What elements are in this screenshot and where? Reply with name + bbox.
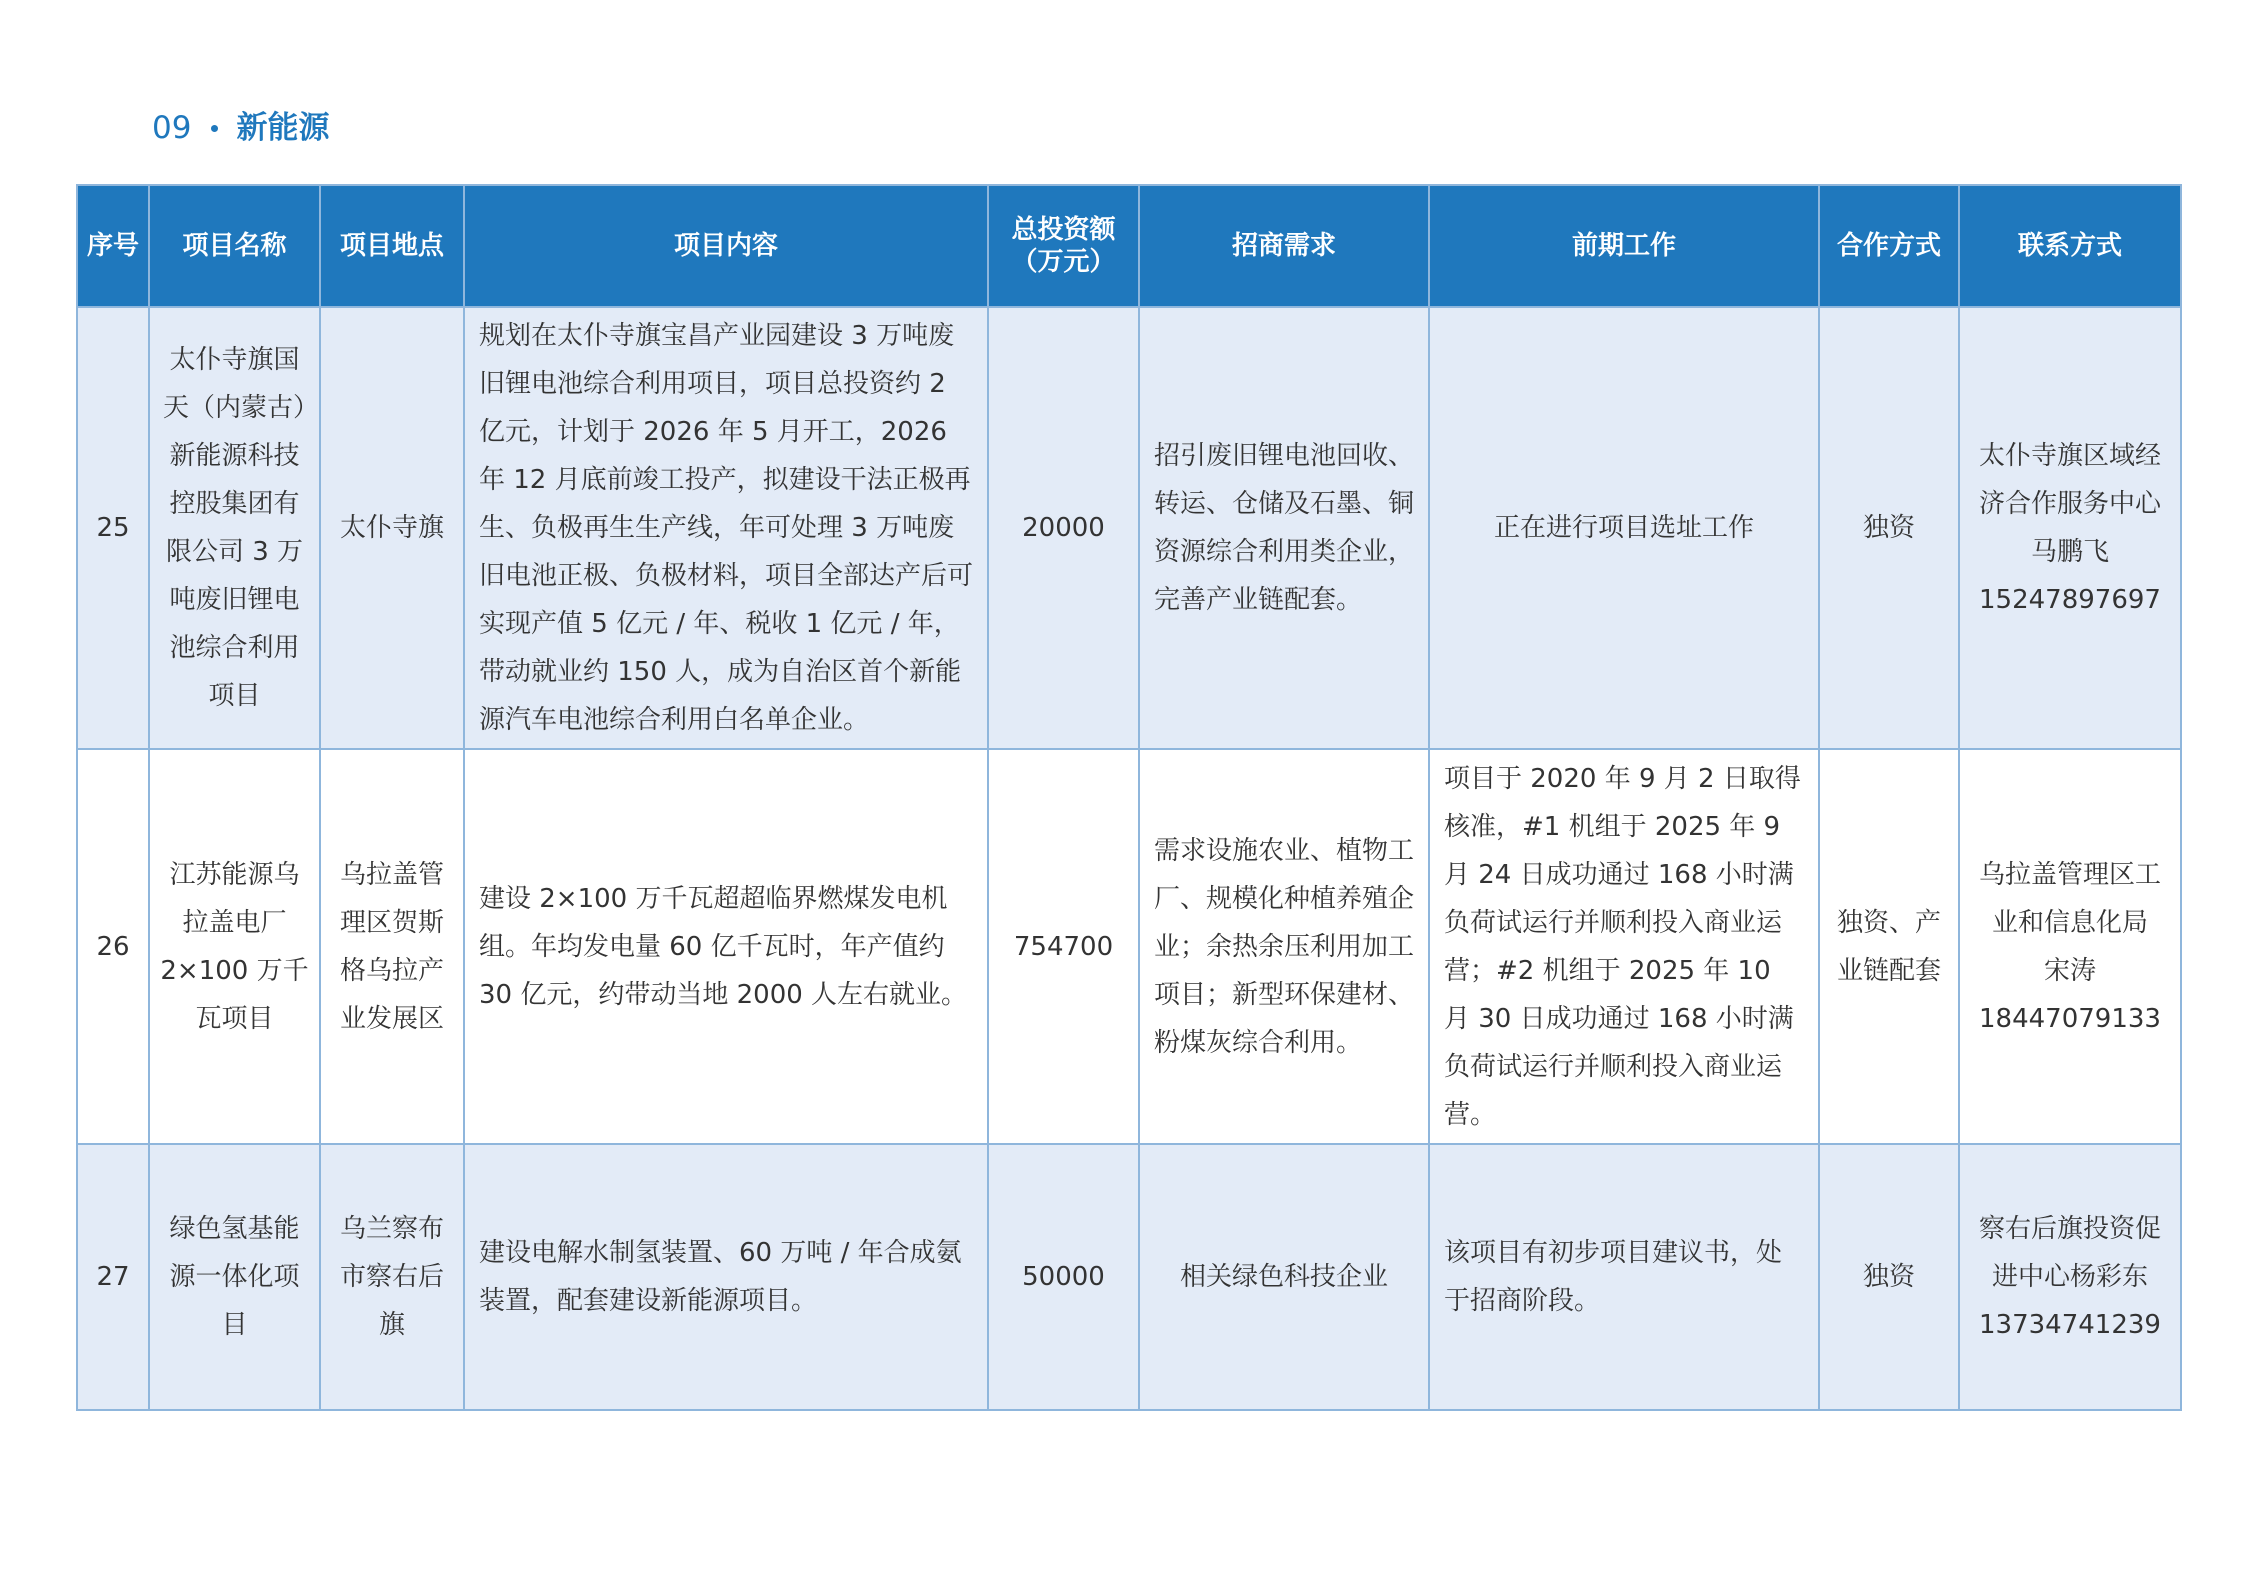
cell-cooperation: 独资、产业链配套 [1819,749,1959,1144]
contact-org: 察右后旗投资促进中心杨彩东 [1978,1214,2161,1292]
cell-demand: 需求设施农业、植物工厂、规模化种植养殖企业；余热余压利用加工项目；新型环保建材、粉煤灰综合利用。 [1139,749,1429,1144]
cell-investment: 754700 [988,749,1139,1144]
table-row [77,1144,2181,1410]
cell-seq: 27 [77,1144,149,1410]
section-heading [152,104,329,152]
cell-demand: 相关绿色科技企业 [1139,1144,1429,1410]
cell-preliminary: 正在进行项目选址工作 [1429,307,1819,749]
cell-contact [1959,749,2181,1144]
cell-cooperation: 独资 [1819,307,1959,749]
cell-contact [1959,1144,2181,1410]
section-number: 09 [152,110,192,146]
header-investment: 总投资额（万元） [988,185,1139,307]
contact-phone: 15247897697 [1979,585,2161,615]
bullet-dot-icon [211,125,218,132]
cell-name: 江苏能源乌拉盖电厂 2×100 万千瓦项目 [149,749,320,1144]
cell-seq: 25 [77,307,149,749]
header-content: 项目内容 [464,185,988,307]
cell-investment: 50000 [988,1144,1139,1410]
cell-demand: 招引废旧锂电池回收、转运、仓储及石墨、铜资源综合利用类企业，完善产业链配套。 [1139,307,1429,749]
contact-org: 乌拉盖管理区工业和信息化局 [1978,859,2161,938]
table-row [77,307,2181,749]
header-preliminary: 前期工作 [1429,185,1819,307]
cell-preliminary: 项目于 2020 年 9 月 2 日取得核准，#1 机组于 2025 年 9 月 24 日成功通过 168 小时满负荷试运行并顺利投入商业运营；#2 机组于 2025 年 10 月 30 日成功通过 168 小时满负荷试运行并顺利投入商业运营。 [1429,749,1819,1144]
header-demand: 招商需求 [1139,185,1429,307]
cell-contact [1959,307,2181,749]
cell-location: 太仆寺旗 [320,307,464,749]
cell-content: 建设电解水制氢装置、60 万吨 / 年合成氨装置，配套建设新能源项目。 [464,1144,988,1410]
cell-content: 建设 2×100 万千瓦超超临界燃煤发电机组。年均发电量 60 亿千瓦时，年产值约 30 亿元，约带动当地 2000 人左右就业。 [464,749,988,1144]
table-row [77,749,2181,1144]
contact-person: 宋涛 [2043,955,2096,986]
header-name: 项目名称 [149,185,320,307]
cell-cooperation: 独资 [1819,1144,1959,1410]
contact-phone: 13734741239 [1979,1310,2161,1340]
header-location: 项目地点 [320,185,464,307]
cell-name: 太仆寺旗国天（内蒙古）新能源科技控股集团有限公司 3 万吨废旧锂电池综合利用项目 [149,307,320,749]
header-seq: 序号 [77,185,149,307]
cell-investment: 20000 [988,307,1139,749]
contact-person: 马鹏飞 [2030,537,2109,567]
contact-org: 太仆寺旗区域经济合作服务中心 [1978,441,2161,519]
cell-seq: 26 [77,749,149,1144]
cell-name: 绿色氢基能源一体化项目 [149,1144,320,1410]
projects-table [76,184,2182,1411]
section-title: 新能源 [236,110,330,146]
header-contact: 联系方式 [1959,185,2181,307]
cell-location: 乌拉盖管理区贺斯格乌拉产业发展区 [320,749,464,1144]
header-cooperation: 合作方式 [1819,185,1959,307]
cell-content: 规划在太仆寺旗宝昌产业园建设 3 万吨废旧锂电池综合利用项目，项目总投资约 2 亿元，计划于 2026 年 5 月开工，2026 年 12 月底前竣工投产，拟建设干法正极再生、负极再生生产线，年可处理 3 万吨废旧电池正极、负极材料，项目全部达产后可实现产值 5 亿元 / 年、税收 1 亿元 / 年，带动就业约 150 人，成为自治区首个新能源汽车电池综合利用白名单企业。 [464,307,988,749]
contact-phone: 18447079133 [1979,1003,2161,1034]
table-header-row [77,185,2181,307]
cell-location: 乌兰察布市察右后旗 [320,1144,464,1410]
cell-preliminary: 该项目有初步项目建议书，处于招商阶段。 [1429,1144,1819,1410]
